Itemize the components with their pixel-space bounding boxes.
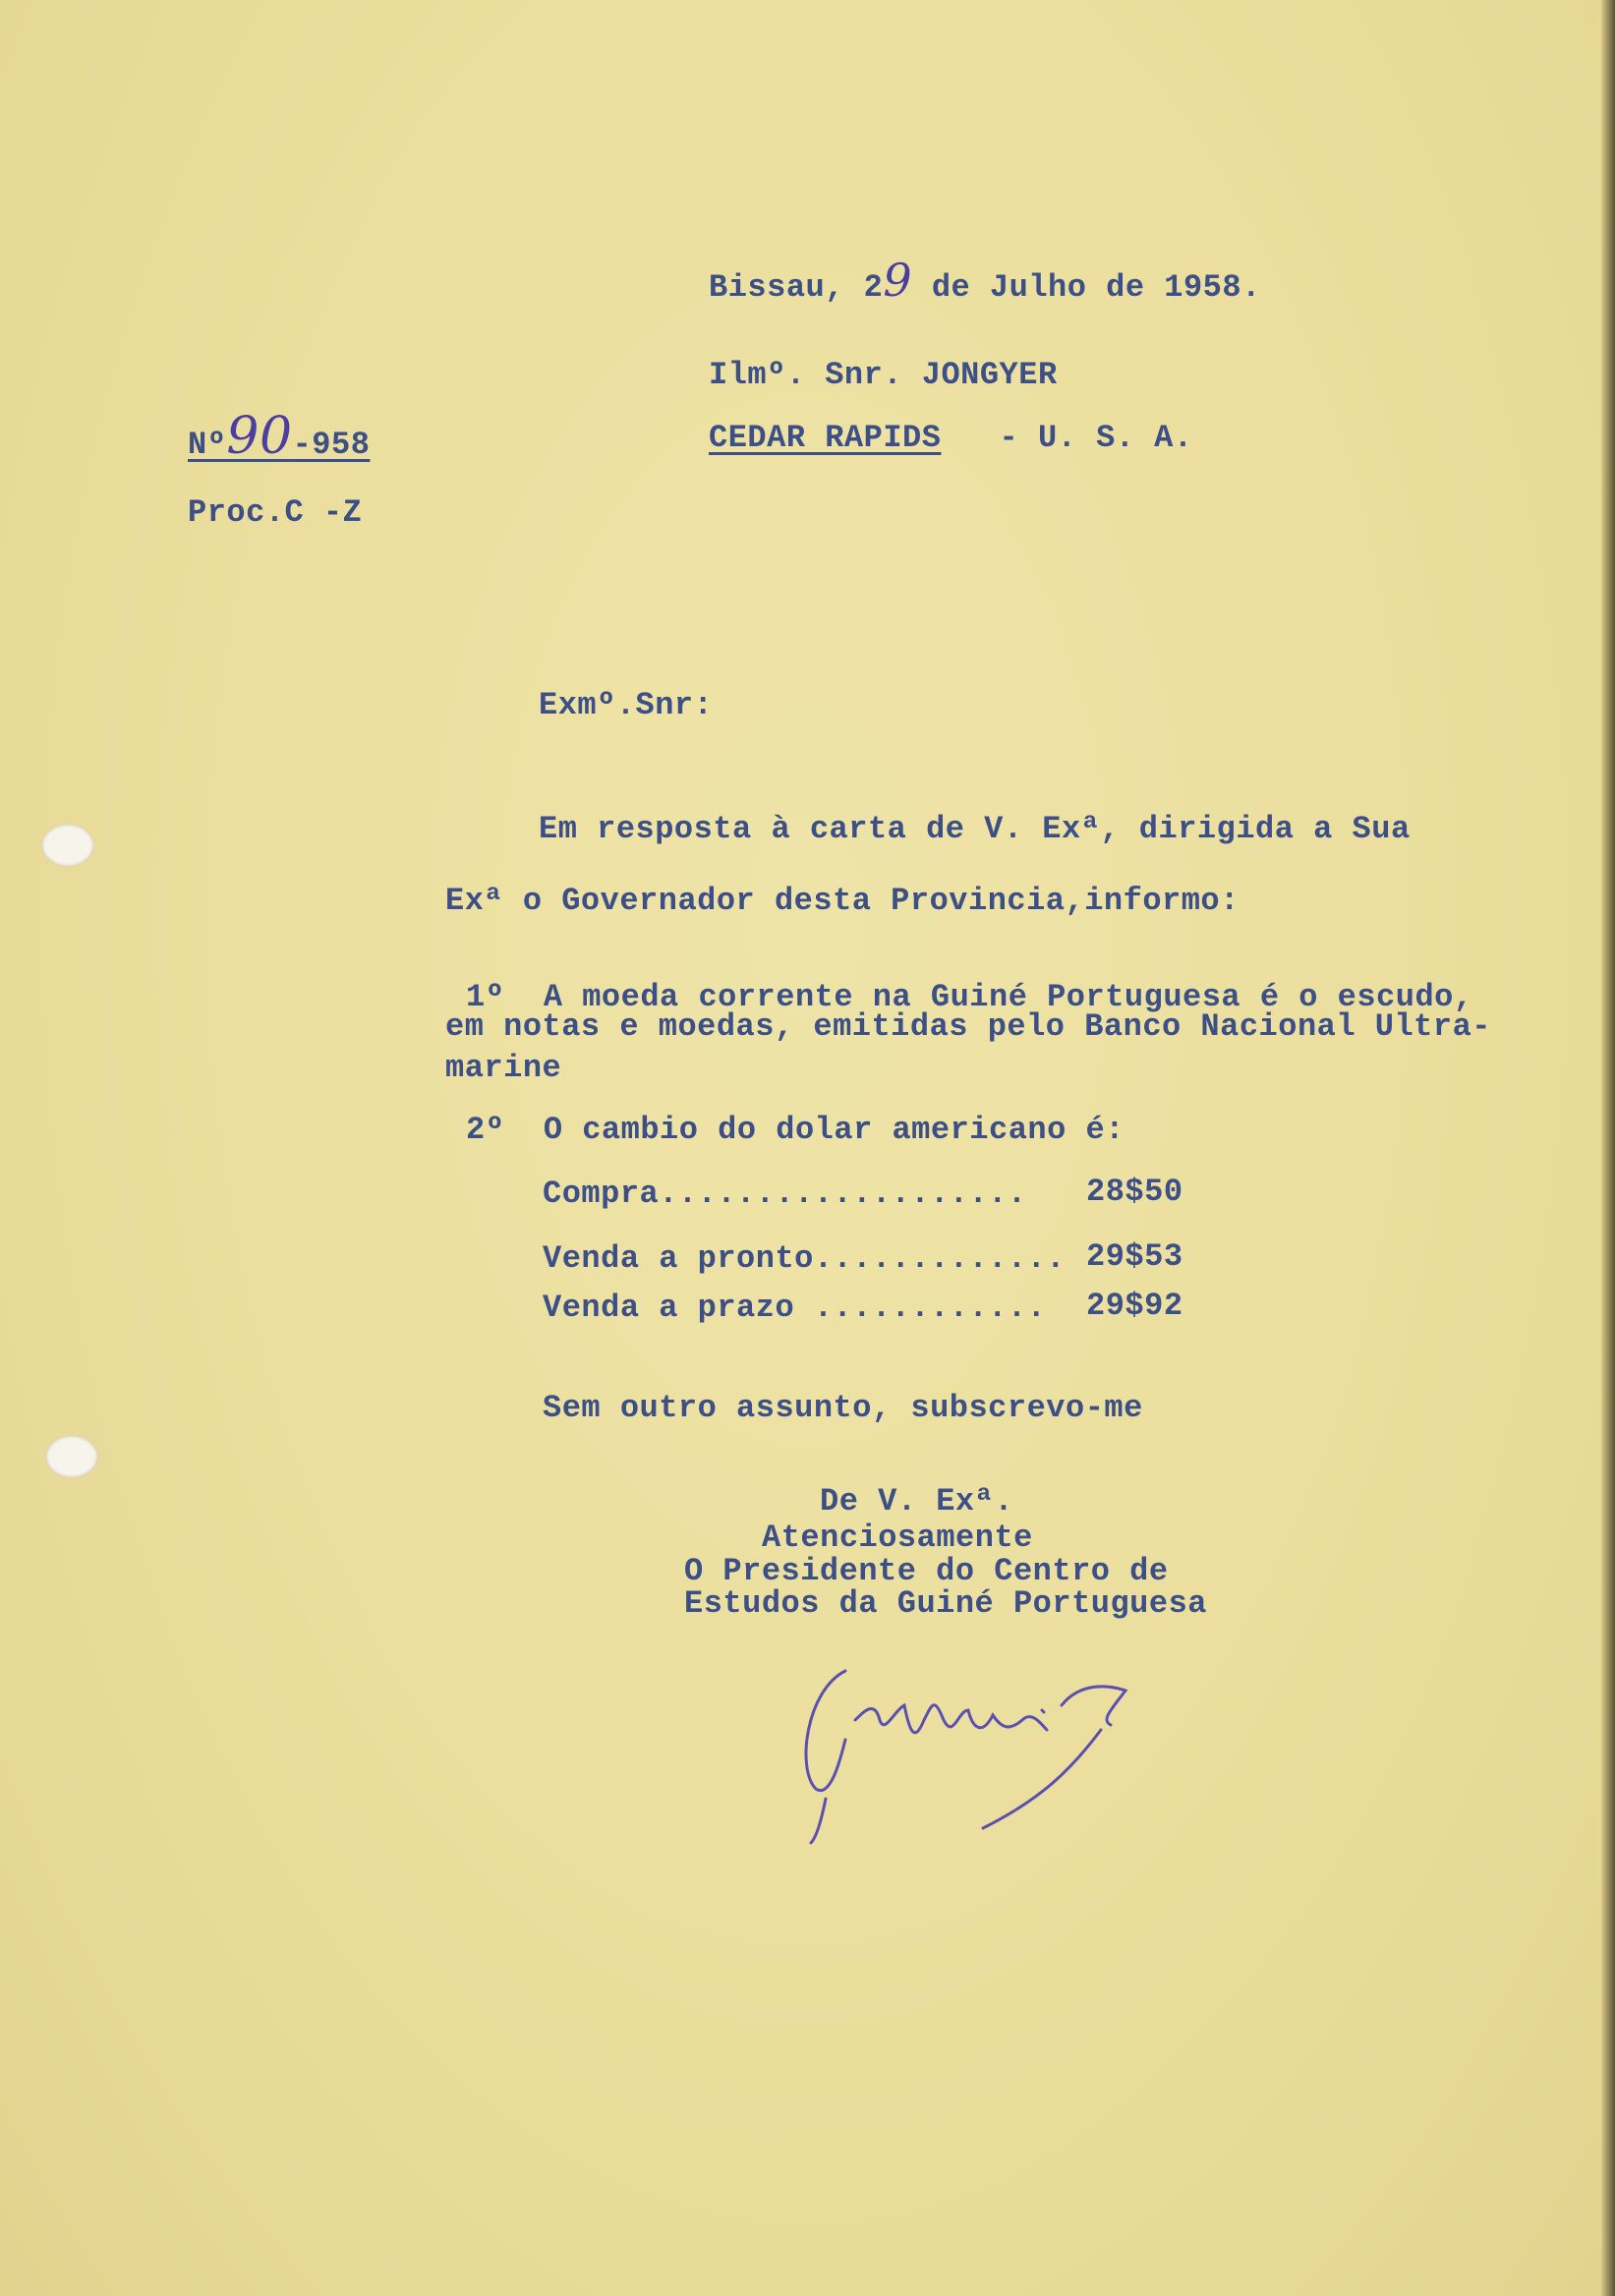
recipient-country: - U. S. A. bbox=[999, 420, 1193, 456]
signoff-line: O Presidente do Centro de bbox=[684, 1553, 1169, 1589]
handwritten-signature bbox=[786, 1651, 1248, 1848]
rate-row bbox=[543, 1240, 1066, 1277]
item-text: em notas e moedas, emitidas pelo Banco Nacional Ultra- bbox=[445, 1008, 1491, 1045]
reference-number bbox=[188, 407, 371, 471]
item-text: O cambio do dolar americano é: bbox=[543, 1112, 1125, 1148]
rate-row bbox=[543, 1292, 1046, 1324]
process-code: Proc.C -Z bbox=[188, 494, 363, 531]
item-text: A moeda corrente na Guiné Portuguesa é o escudo, bbox=[543, 979, 1473, 1015]
leader-dots: ............ bbox=[794, 1290, 1047, 1326]
handwritten-day: 9 bbox=[883, 254, 913, 307]
ref-prefix: Nº bbox=[188, 427, 227, 463]
salutation: Exmº.Snr: bbox=[539, 687, 714, 723]
item-text: marine bbox=[445, 1050, 562, 1086]
handwritten-ref-number: 90 bbox=[226, 407, 293, 466]
signoff-line: De V. Exª. bbox=[820, 1483, 1014, 1520]
signoff-line: Estudos da Guiné Portuguesa bbox=[684, 1585, 1207, 1622]
item-number: 1º bbox=[466, 979, 505, 1015]
leader-dots: ............. bbox=[813, 1240, 1066, 1277]
paragraph-line: Em resposta à carta de V. Exª, dirigida a Sua bbox=[539, 811, 1411, 847]
punch-hole bbox=[41, 824, 94, 867]
rate-row bbox=[543, 1178, 1027, 1210]
rate-value: 29$53 bbox=[1086, 1238, 1183, 1275]
date-line bbox=[709, 254, 1261, 307]
date-prefix: Bissau, 2 bbox=[709, 269, 884, 306]
closing-line: Sem outro assunto, subscrevo-me bbox=[543, 1390, 1143, 1426]
date-suffix: de Julho de 1958. bbox=[912, 269, 1261, 306]
paragraph-line: Exª o Governador desta Provincia,informo: bbox=[445, 883, 1240, 919]
punch-hole bbox=[45, 1435, 98, 1478]
item-number: 2º bbox=[466, 1112, 505, 1148]
recipient-name: Ilmº. Snr. JONGYER bbox=[709, 357, 1058, 393]
signoff-line: Atenciosamente bbox=[762, 1520, 1033, 1556]
rate-value: 28$50 bbox=[1086, 1174, 1183, 1210]
page-edge-shadow bbox=[1601, 0, 1615, 2296]
recipient-city: CEDAR RAPIDS bbox=[709, 420, 942, 456]
ref-suffix: -958 bbox=[292, 427, 371, 463]
rate-label: Venda a pronto bbox=[543, 1240, 814, 1277]
rate-label: Compra bbox=[543, 1176, 660, 1212]
leader-dots: ................... bbox=[659, 1176, 1027, 1212]
item-2 bbox=[466, 1112, 1125, 1148]
rate-label: Venda a prazo bbox=[543, 1290, 795, 1326]
recipient-address bbox=[709, 420, 1193, 456]
rate-value: 29$92 bbox=[1086, 1288, 1183, 1324]
